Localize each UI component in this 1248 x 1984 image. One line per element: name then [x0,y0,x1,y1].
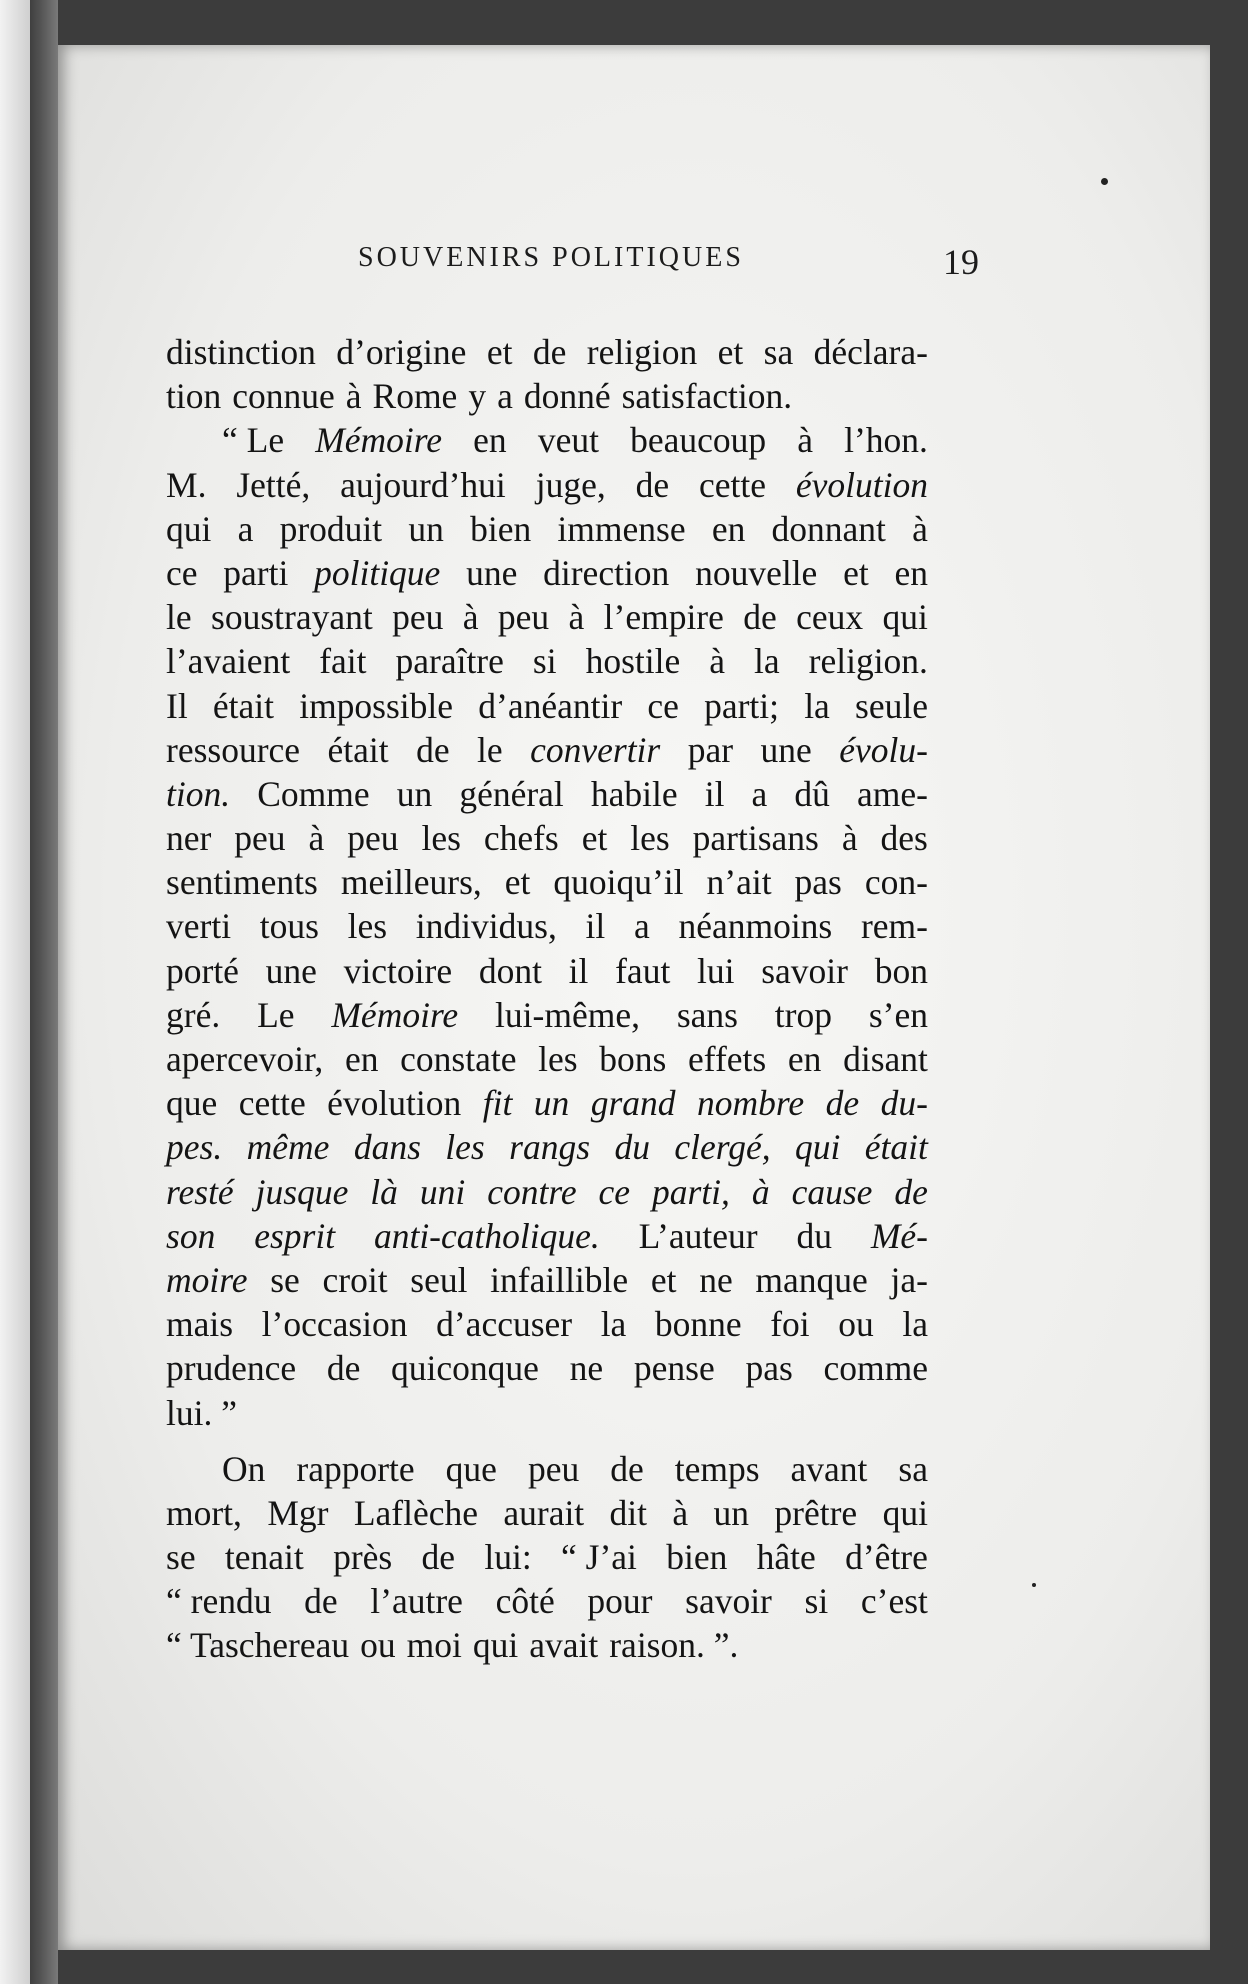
text-line [166,1447,928,1491]
word: bien [470,508,532,549]
word: dit [609,1492,648,1533]
word: pour [587,1581,653,1622]
word: donnant [771,508,886,549]
word: il [585,906,606,947]
word: de [532,332,567,372]
word: à [345,376,362,417]
word: était [212,685,274,726]
word: prêtre [774,1492,858,1533]
text-line [166,1302,928,1346]
text-line [166,1258,928,1302]
text-line [166,1491,928,1535]
word: bons [599,1039,667,1079]
word: à [308,818,325,859]
page-number: 19 [943,242,979,282]
word: se [166,1537,196,1578]
word: Mgr [267,1492,329,1533]
word: c’est [860,1581,928,1622]
word: a [751,773,768,814]
text-line [166,551,928,595]
word: temps [674,1448,760,1489]
word: Mémoire [315,420,443,461]
text-line [166,772,928,816]
word: seul [410,1259,468,1300]
word: une [760,729,812,770]
word: ner [166,818,212,859]
word: même [246,1127,330,1168]
word: individus, [415,906,557,947]
word: les [445,1127,485,1168]
word: nombre [697,1083,805,1124]
text-line [166,860,928,904]
word: Le [257,994,295,1035]
word: Laflèche [353,1492,478,1533]
print-speck [1032,1583,1036,1587]
word: des [880,818,928,859]
word: l’autre [370,1581,463,1622]
word: pas [794,862,842,903]
word: prudence [166,1348,297,1389]
word: une [466,552,518,593]
word: tion [166,376,222,417]
word: veut [537,420,599,461]
word: disant [843,1039,928,1079]
word: jusque [255,1171,349,1212]
word: raison. ”. [609,1625,739,1666]
word: par [687,729,734,770]
word: déclara- [813,332,928,372]
word: n’ait [706,862,772,903]
word: à [709,641,726,682]
word: bonne [654,1304,742,1345]
word: et [717,332,744,372]
word: de [743,597,777,638]
word: parti, [652,1171,730,1212]
word: “ Le [222,420,285,461]
word: de [635,464,670,505]
word: manque [755,1259,868,1300]
word: d’anéantir [478,685,623,726]
word: nouvelle [695,552,818,593]
word: savoir [761,950,848,991]
word: la [804,685,830,726]
word: s’en [868,994,928,1035]
word: moire [166,1259,248,1300]
word: un [533,1083,570,1124]
word: ce [166,552,198,593]
word: qui [166,508,212,549]
word: quoiqu’il [553,862,684,903]
word: à [672,1492,689,1533]
word: grand [590,1083,676,1124]
word: verti [166,906,232,947]
word: un [396,773,433,814]
word: l’empire [603,597,724,638]
text-line [166,463,928,507]
text-line [166,728,928,772]
word: ce [598,1171,631,1212]
word: infaillible [490,1259,629,1300]
word: si [804,1581,829,1622]
word: distinction [166,332,316,372]
word: y [468,376,487,417]
word: de [421,1537,456,1578]
word: peu [347,818,399,859]
word: sentiments [166,862,318,903]
word: constate [400,1039,517,1079]
word: mais [166,1304,234,1345]
word: hostile [585,641,681,682]
word: et [843,552,869,593]
text-line [166,816,928,860]
word: partisans [692,818,819,859]
word: gré. [166,994,221,1035]
word: sans [676,994,738,1035]
word: moi [406,1625,462,1666]
word: chefs [483,818,559,859]
word: bon [874,950,928,991]
text-line [166,1170,928,1214]
word: comme [823,1348,928,1389]
word: convertir [530,729,661,770]
word: général [459,773,564,814]
paragraph-gap [166,1435,928,1447]
word: et [650,1259,677,1300]
word: le [166,597,192,638]
word: peu [392,597,444,638]
word: cette [238,1083,306,1124]
word: à [841,818,858,859]
text-line [166,418,928,462]
word: un [408,508,444,549]
word: connue [232,376,335,417]
text-line [166,507,928,551]
word: ou [838,1304,874,1345]
word: apercevoir, [166,1039,324,1079]
word: du- [880,1083,928,1124]
word: évolution [327,1083,462,1124]
word: tion. [166,773,231,814]
word: ne [699,1259,733,1300]
word: de [610,1448,644,1489]
word: contre [487,1171,577,1212]
word: côté [495,1581,555,1622]
word: “ Taschereau [166,1625,350,1666]
word: et [504,862,531,903]
word: la [902,1304,928,1345]
word: M. [166,464,207,505]
word: les [538,1039,578,1079]
word: dû [794,773,830,814]
word: dont [478,950,542,991]
word: con- [864,862,928,903]
word: qui [882,597,928,638]
text-line [166,1037,928,1081]
word: à [568,597,585,638]
word: avait [529,1625,599,1666]
word: parti [223,552,289,593]
word: pense [633,1348,715,1389]
text-line [166,1346,928,1390]
word: Jetté, [236,464,311,505]
word: paraître [395,641,504,682]
word: soustrayant [211,597,373,638]
word: son [166,1215,216,1256]
word: qui [795,1127,841,1168]
word: peu [527,1448,580,1489]
word: cette [699,464,766,505]
word: lui-même, [495,994,640,1035]
word: trop [774,994,832,1035]
word: l’hon. [844,420,928,461]
word: meilleurs, [340,862,482,903]
word: et [486,332,513,372]
word: ame- [857,773,928,814]
word: de [894,1171,928,1212]
word: sa [763,332,794,372]
word: ressource [166,729,301,770]
word: rem- [860,906,928,947]
text-line [166,639,928,683]
running-head: SOUVENIRS POLITIQUES [358,242,744,273]
word: qui [472,1625,519,1666]
word: ja- [890,1259,928,1300]
word: Il [166,685,188,726]
word: il [704,773,725,814]
word: victoire [343,950,453,991]
word: en [711,508,746,549]
word: juge, [535,464,606,505]
word: Mémoire [331,994,459,1035]
word: croit [322,1259,388,1300]
word: près [333,1537,393,1578]
word: hâte [756,1537,816,1578]
word: avant [790,1448,868,1489]
word: beaucoup [630,420,767,461]
word: d’origine [336,332,467,372]
word: immense [557,508,686,549]
word: cause [791,1171,873,1212]
word: On [222,1448,266,1489]
word: pes. [166,1127,223,1168]
word: dans [353,1127,421,1168]
text-line [166,1125,928,1169]
word: a [633,906,650,947]
word: se [270,1259,300,1300]
text-line [166,1623,928,1667]
word: habile [590,773,678,814]
word: clergé, [674,1127,771,1168]
word: foi [770,1304,810,1345]
word: a [237,508,254,549]
word: donné [523,376,611,417]
word: mort, [166,1492,242,1533]
word: du [614,1127,650,1168]
word: direction [543,552,670,593]
word: rangs [509,1127,591,1168]
word: lui [697,950,735,991]
word: religion. [808,641,928,682]
word: néanmoins [678,906,833,947]
word: satisfaction. [621,376,793,417]
text-line [166,330,928,374]
word: seule [855,685,928,726]
word: ou [360,1625,396,1666]
book-page [58,45,1210,1950]
word: anti-catholique. [373,1215,600,1256]
word: était [327,729,389,770]
word: savoir [685,1581,772,1622]
word: rapporte [296,1448,415,1489]
word: “ rendu [166,1581,272,1622]
word: un [713,1492,750,1533]
word: à [462,597,479,638]
word: ne [569,1348,604,1389]
word: L’auteur [638,1215,758,1256]
word: les [347,906,388,947]
word: “ J’ai [561,1537,637,1578]
word: parti; [704,685,779,726]
text-line [166,904,928,948]
word: resté [166,1171,234,1212]
word: en [894,552,928,593]
word: de [416,729,450,770]
text-line [166,684,928,728]
word: qui [882,1492,928,1533]
word: là [370,1171,398,1212]
word: esprit [254,1215,336,1256]
text-line [166,595,928,639]
word: de [825,1083,860,1124]
word: à [751,1171,770,1212]
word: les [630,818,670,859]
word: produit [279,508,383,549]
word: si [532,641,557,682]
body-text [166,330,928,1668]
word: la [600,1304,627,1345]
text-line [166,1391,928,1435]
word: impossible [299,685,454,726]
word: à [797,420,813,461]
word: tous [259,906,319,947]
print-speck [1101,178,1108,185]
word: ceux [796,597,864,638]
word: d’être [845,1537,928,1578]
text-line [166,993,928,1037]
text-line [166,1214,928,1258]
word: et [581,818,608,859]
word: pas [745,1348,793,1389]
word: l’occasion [261,1304,408,1345]
text-line [166,1579,928,1623]
word: la [754,641,780,682]
text-line [166,949,928,993]
word: en [473,420,507,461]
word: l’avaient [166,641,291,682]
facing-page-edge [0,0,30,1984]
word: quiconque [391,1348,539,1389]
word: porté [166,950,239,991]
word: Rome [372,376,458,417]
word: évolution [795,464,928,505]
word: une [265,950,317,991]
word: peu [234,818,286,859]
text-line [166,1081,928,1125]
word: uni [419,1171,466,1212]
word: fit [482,1083,513,1124]
word: de [304,1581,338,1622]
word: aurait [503,1492,585,1533]
word: il [568,950,589,991]
word: a [497,376,513,417]
word: en [787,1039,822,1079]
word: était [864,1127,928,1168]
word: effets [688,1039,767,1079]
word: du [796,1215,832,1256]
word: tenait [224,1537,304,1578]
word: faut [615,950,671,991]
word: politique [314,552,441,593]
text-line [166,1535,928,1579]
word: à [912,508,928,549]
word: en [344,1039,379,1079]
word: lui: [484,1537,532,1578]
word: sa [898,1448,928,1489]
word: le [477,729,503,770]
word: aujourd’hui [340,464,506,505]
word: Comme [257,773,370,814]
word: peu [497,597,550,638]
word: ce [647,685,679,726]
word: évolu- [839,729,928,770]
word: de [326,1348,361,1389]
word: que [445,1448,497,1489]
word: bien [666,1537,728,1578]
text-line [166,374,928,418]
word: d’accuser [436,1304,573,1345]
word: fait [319,641,367,682]
word: les [421,818,461,859]
word: que [166,1083,218,1124]
word: lui. ” [166,1392,237,1433]
word: religion [586,332,698,372]
word: Mé- [870,1215,928,1256]
